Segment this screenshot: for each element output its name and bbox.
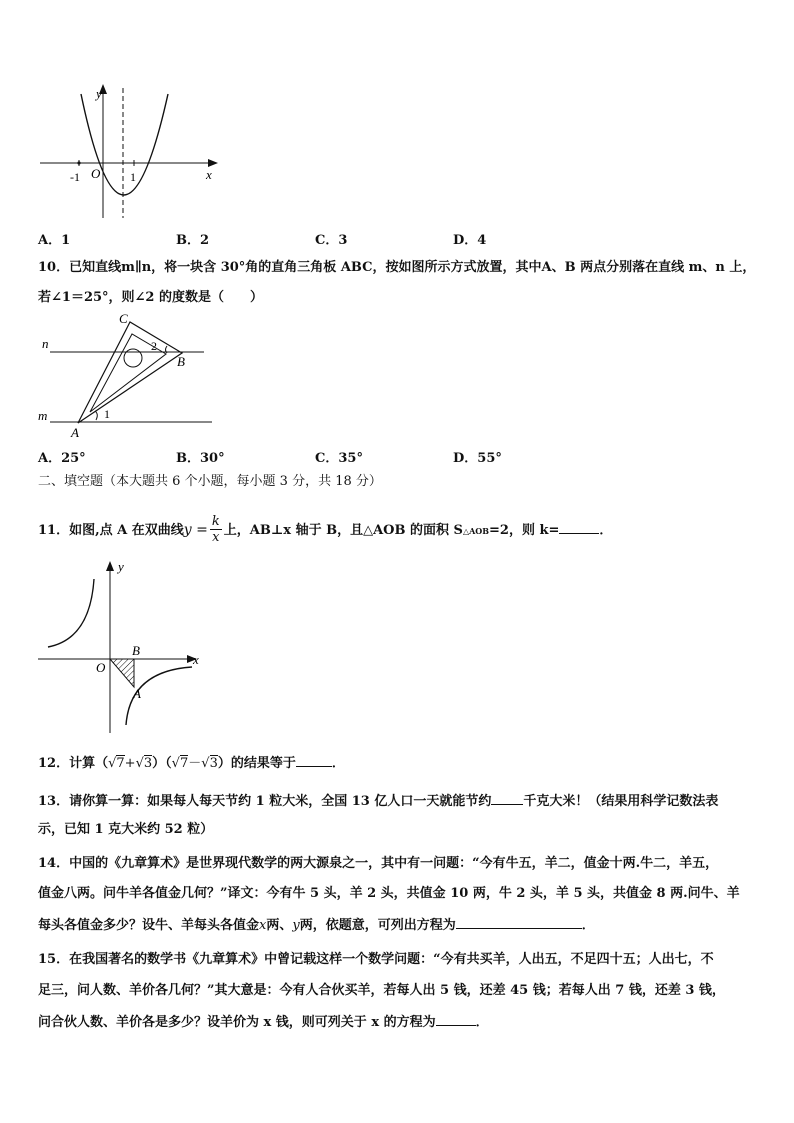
point-neg1: [77, 161, 80, 164]
sqrt-3-a: √3: [135, 756, 153, 771]
q12-mid: ）（: [152, 756, 172, 771]
q12-end: ．: [331, 756, 345, 771]
q11-fraction: [210, 514, 222, 545]
q9-option-a[interactable]: A．1: [38, 233, 71, 248]
q11-stem: [38, 515, 612, 546]
y-axis-label: y: [118, 559, 124, 574]
q14-end: ．: [581, 918, 595, 933]
label-angle-2: 2: [151, 339, 157, 353]
label-b: B: [177, 354, 185, 369]
q9-option-c[interactable]: C．3: [315, 233, 348, 248]
q10-triangle-figure: [36, 310, 216, 440]
q14-text-a: 每头各值金多少？设牛、羊每头各值金: [38, 918, 260, 933]
q11-y-eq: y =: [183, 522, 208, 538]
q13-answer-blank[interactable]: [491, 791, 523, 805]
q13-text-a: 13．请你算一算：如果每人每天节约 1 粒大米，全国 13 亿人口一天就能节约: [38, 794, 492, 809]
q14-text-c: 两，依题意，可列出方程为: [299, 918, 456, 933]
q15-line2: 足三，问人数、羊价各几何？”其大意是：今有人合伙买羊，若每人出 5 钱，还差 45 钱；若每人出 7 钱，还差 3 钱，: [38, 983, 725, 998]
q15-text: 问合伙人数、羊价各是多少？设羊价为 x 钱，则可列关于 x 的方程为: [38, 1015, 436, 1030]
sqrt-7-b: √7: [171, 756, 189, 771]
label-c: C: [119, 311, 128, 326]
q12-suffix: ）的结果等于: [217, 756, 296, 771]
label-m: m: [38, 408, 48, 423]
q15-line1: 15．在我国著名的数学书《九章算术》中曾记载这样一个数学问题：“今有共买羊，人出五，不足四十五；人出七，不: [38, 952, 714, 967]
q12-plus: +: [124, 756, 136, 771]
q11-suffix-a: 上，AB⊥x 轴于 B，且△AOB 的面积 S: [223, 523, 463, 538]
q14-var-y: y: [292, 918, 300, 933]
y-axis-arrow: [106, 561, 114, 571]
q12-minus: －: [188, 756, 202, 771]
q11-prefix: 11．如图,点 A 在双曲线: [38, 523, 184, 538]
label-n: n: [42, 336, 49, 351]
q15-line3: [38, 1012, 489, 1032]
q11-subscript: △AOB: [462, 526, 490, 536]
q11-frac-num: k: [211, 514, 220, 529]
q10-option-c[interactable]: C．35°: [315, 451, 363, 466]
label-a: A: [71, 425, 79, 440]
hyperbola-branch-left: [48, 579, 94, 647]
triangle-aob: [110, 659, 134, 687]
q14-answer-blank[interactable]: [456, 915, 582, 929]
q13-text-b: 千克大米！（结果用科学记数法表: [523, 794, 719, 809]
q14-line2: 值金八两。问牛羊各值金几何？”译文：今有牛 5 头，羊 2 头，共值金 10 两，牛 2 头，羊 5 头，共值金 8 两.问牛、羊: [38, 886, 740, 901]
tick-label-1: 1: [130, 170, 136, 184]
q9-option-b[interactable]: B．2: [176, 233, 210, 248]
q10-option-b[interactable]: B．30°: [176, 451, 225, 466]
q15-answer-blank[interactable]: [436, 1012, 476, 1026]
q14-var-x: x: [259, 918, 267, 933]
origin-label: O: [91, 166, 101, 181]
q11-suffix-b: =2，则 k=: [489, 523, 560, 538]
q11-hyperbola-graph: [34, 555, 209, 735]
q13-line2: 示，已知 1 克大米约 52 粒）: [38, 822, 214, 837]
label-a: A: [133, 686, 141, 701]
q10-option-a[interactable]: A．25°: [38, 451, 86, 466]
q14-text-b: 两、: [266, 918, 293, 933]
q14-line1: 14．中国的《九章算术》是世界现代数学的两大源泉之一，其中有一问题：“今有牛五，羊二，值金十两.牛二，羊五，: [38, 856, 719, 871]
q11-end: ．: [599, 523, 613, 538]
section-fill-in-title: 二、填空题（本大题共 6 个小题，每小题 3 分，共 18 分）: [38, 474, 382, 489]
x-axis-arrow: [208, 159, 218, 167]
x-axis-label: x: [206, 167, 212, 182]
q12-answer-blank[interactable]: [296, 753, 332, 767]
q9-option-d[interactable]: D．4: [453, 233, 487, 248]
x-axis-label: x: [193, 652, 199, 667]
origin-label: O: [96, 660, 106, 675]
label-b: B: [132, 643, 140, 658]
q9-parabola-graph: [36, 80, 226, 220]
sqrt-7-a: √7: [108, 756, 125, 771]
q13-line1: [38, 791, 718, 811]
q12-stem: [38, 753, 345, 773]
tick-label-neg1: -1: [70, 170, 80, 184]
y-axis-label: y: [96, 86, 102, 101]
q12-prefix: 12．计算（: [38, 756, 109, 771]
q11-answer-blank[interactable]: [559, 520, 599, 534]
q15-end: ．: [475, 1015, 489, 1030]
q10-stem-line1: 10．已知直线m∥n，将一块含 30°角的直角三角板 ABC，按如图所示方式放置，其中A、B 两点分别落在直线 m、n 上，: [38, 260, 756, 275]
q10-stem-line2: 若∠1＝25°，则∠2 的度数是（ ）: [38, 290, 263, 305]
label-angle-1: 1: [104, 407, 110, 421]
angle-1-arc: [95, 411, 97, 420]
sqrt-3-b: √3: [201, 756, 218, 771]
q11-frac-den: x: [212, 530, 220, 545]
q14-line3: [38, 915, 595, 935]
q10-option-d[interactable]: D．55°: [453, 451, 502, 466]
